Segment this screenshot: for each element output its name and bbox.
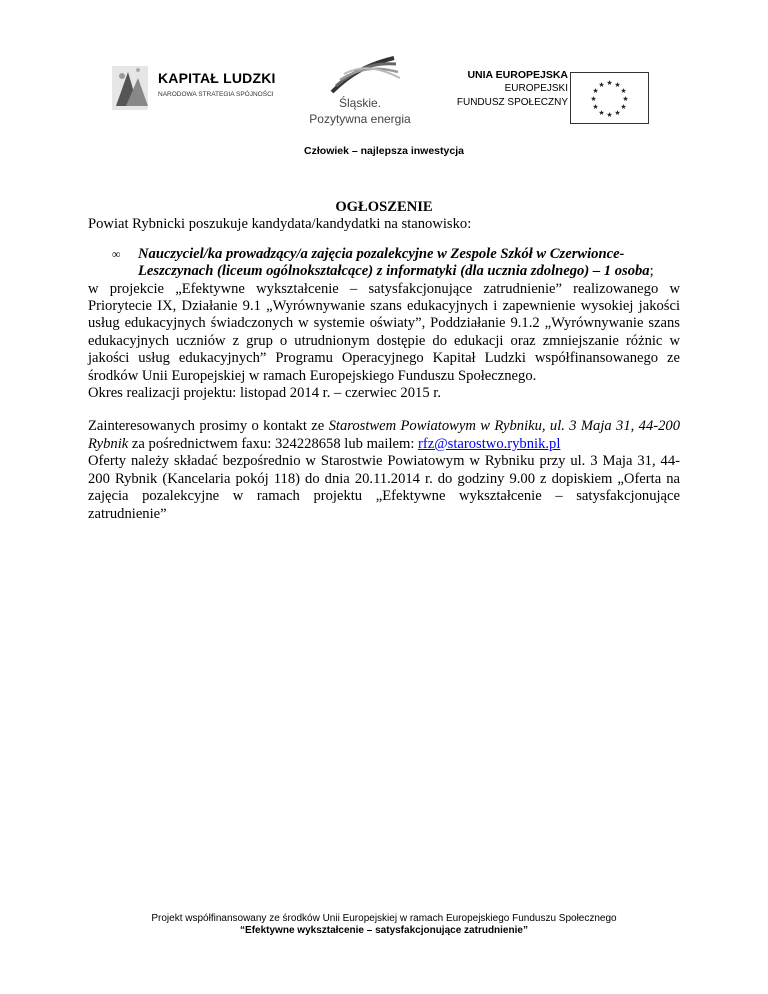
position-title: Nauczyciel/ka prowadzący/a zajęcia pozalekcyjne w Zespole Szkół w Czerwionce-Leszczynach (liceum ogólnokształcące) z informatyki (dla ucznia zdolnego) – 1 osoba: [138, 245, 650, 280]
svg-text:★: ★: [592, 103, 599, 111]
svg-text:★: ★: [620, 87, 627, 95]
svg-text:★: ★: [614, 109, 621, 117]
svg-text:★: ★: [606, 111, 613, 119]
project-description: w projekcie „Efektywne wykształcenie – satysfakcjonujące zatrudnienie” realizowanego w Priorytecie IX, Działanie 9.1 „Wyrównywanie szans edukacyjnych i zapewnienie wysokiej jakości usług edukacyjnych świadczonych w systemie oświaty”, Poddziałanie 9.1.2 „Wyrównywanie szans edukacyjnych uczniów z grup o utrudnionym dostępie do edukacji oraz zmniejszanie różnic w jakości usług edukacyjnych” Programu Operacyjnego Kapitał Ludzki współfinansowanego ze środków Unii Europejskiej w ramach Europejskiego Funduszu Społecznego.: [88, 280, 680, 384]
intro-text: Powiat Rybnicki poszukuje kandydata/kandydatki na stanowisko:: [88, 216, 472, 233]
position-bullet: [88, 246, 680, 281]
kapital-ludzki-emblem-icon: [108, 62, 152, 114]
eu-line-2: EUROPEJSKI: [504, 83, 568, 94]
svg-text:★: ★: [614, 81, 621, 89]
kapital-ludzki-title: KAPITAŁ LUDZKI: [158, 70, 276, 86]
motto: Człowiek – najlepsza inwestycja: [304, 145, 464, 157]
slaskie-name: Śląskie.: [338, 96, 382, 110]
page-title: OGŁOSZENIE: [335, 199, 433, 215]
footer-line-1: Projekt współfinansowany ze środków Unii Europejskiej w ramach Europejskiego Funduszu Społecznego: [151, 913, 617, 924]
slaskie-logo: [302, 52, 418, 132]
project-period: Okres realizacji projektu: listopad 2014 r. – czerwiec 2015 r.: [88, 385, 441, 402]
svg-text:★: ★: [598, 109, 605, 117]
svg-text:★: ★: [592, 87, 599, 95]
footer: [0, 913, 768, 937]
footer-line-2: “Efektywne wykształcenie – satysfakcjonujące zatrudnienie”: [240, 925, 528, 936]
slaskie-tagline: Pozytywna energia: [309, 112, 411, 126]
svg-text:★: ★: [598, 81, 605, 89]
slaskie-wave-icon: [302, 52, 418, 96]
svg-text:★: ★: [620, 103, 627, 111]
offers-paragraph: Oferty należy składać bezpośrednio w Starostwie Powiatowym w Rybniku przy ul. 3 Maja 31, 44-200 Rybnik (Kancelaria pokój 118) do dnia 20.11.2014 r. do godziny 9.00 z dopiskiem „Oferta na zajęcia pozalekcyjne w ramach projektu „Efektywne wykształcenie – satysfakcjonujące zatrudnienie”: [88, 453, 680, 522]
contact-paragraph: [88, 418, 680, 453]
position-end: ;: [649, 263, 654, 280]
kapital-ludzki-subtitle: NARODOWA STRATEGIA SPÓJNOŚCI: [158, 91, 274, 98]
eu-line-1: UNIA EUROPEJSKA: [467, 69, 568, 81]
logo-bar: [0, 52, 768, 142]
svg-text:★: ★: [622, 95, 629, 103]
eu-line-3: FUNDUSZ SPOŁECZNY: [456, 97, 568, 108]
eu-flag-icon: [570, 72, 649, 124]
contact-place: Starostwem Powiatowym w Rybniku, ul. 3 Maja 31, 44-200 Rybnik: [88, 418, 680, 452]
kapital-ludzki-logo: [108, 62, 308, 114]
svg-text:★: ★: [590, 95, 597, 103]
contact-email-link[interactable]: rfz@starostwo.rybnik.pl: [418, 435, 561, 452]
svg-text:★: ★: [606, 79, 613, 87]
eu-logo-text: [440, 68, 568, 110]
contact-prefix: Zainteresowanych prosimy o kontakt ze: [88, 418, 329, 435]
bullet-icon: ∞: [112, 246, 121, 261]
contact-mid: za pośrednictwem faxu: 324228658 lub mailem:: [128, 435, 419, 452]
announcement: [88, 199, 680, 523]
